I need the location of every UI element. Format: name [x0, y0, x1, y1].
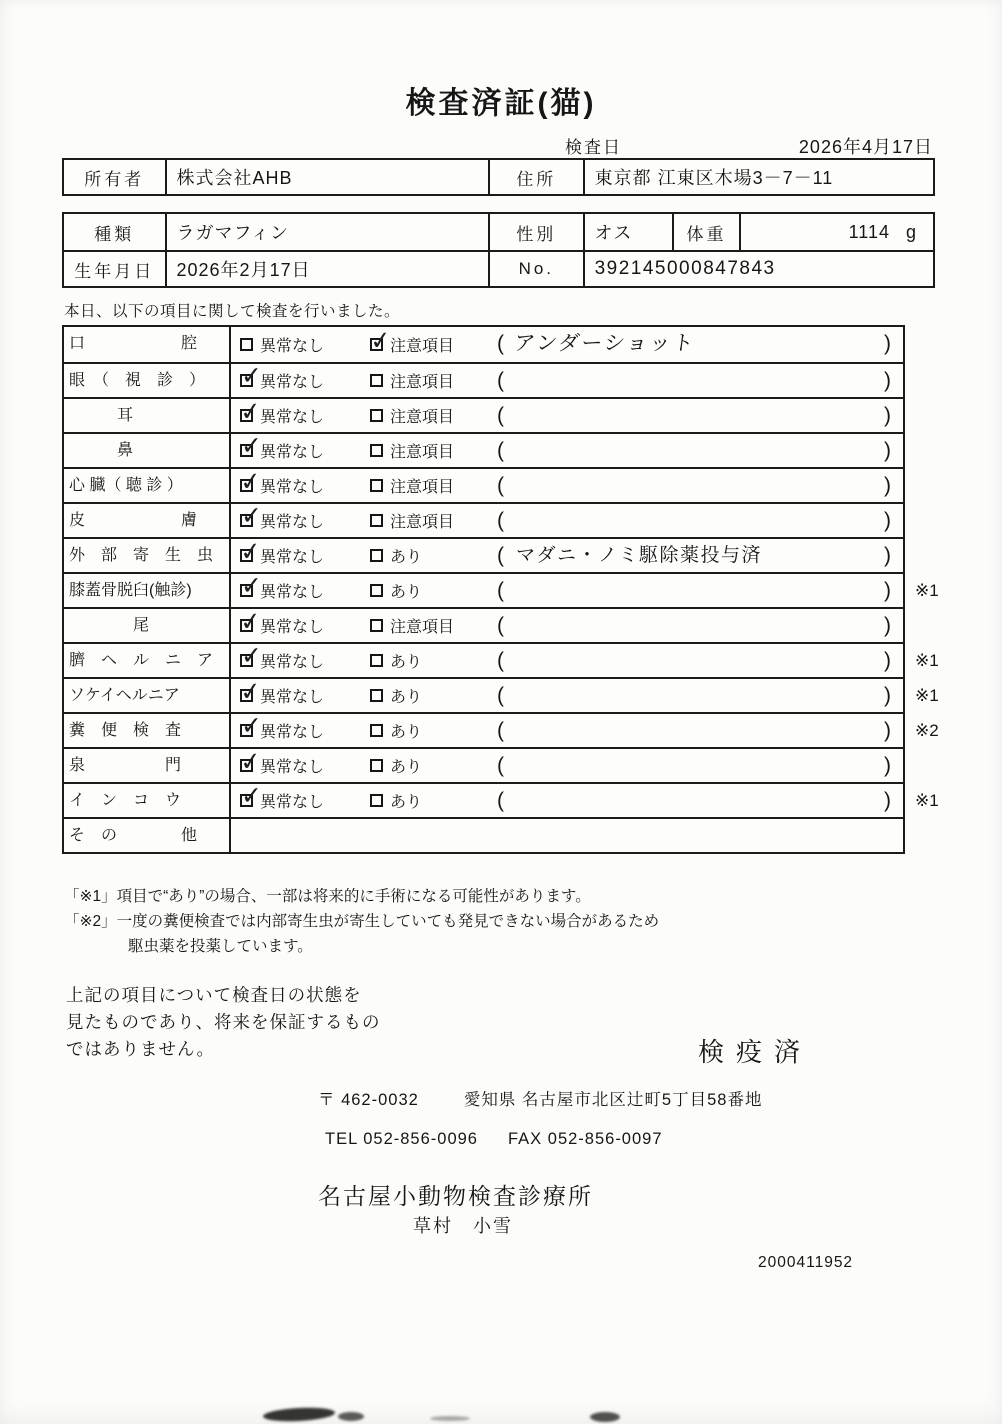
paren-close: ) — [884, 369, 891, 392]
inspection-row-mouth — [64, 324, 903, 362]
item-name: 口 腔 — [64, 327, 231, 362]
checkbox-group-present — [370, 644, 422, 677]
item-name: 眼 （ 視 診 ） — [64, 364, 231, 397]
footnote-2: 「※2」一度の糞便検査では内部寄生虫が寄生していても発見できない場合があるため — [64, 913, 660, 930]
animal-table — [62, 212, 935, 288]
paren-open: ( — [497, 404, 504, 427]
inspection-row-fontanelle — [64, 747, 903, 782]
inspection-row-umbilical-hernia — [64, 640, 939, 677]
checkbox-label: 異常なし — [260, 689, 325, 706]
disclaimer-text — [66, 982, 381, 1063]
document-title: 検査済証(猫) — [405, 87, 597, 120]
paren-open: ( — [497, 544, 504, 567]
paren-close: ) — [884, 509, 891, 532]
clinic-fax: FAX 052-856-0097 — [508, 1130, 663, 1148]
disclaimer-line-3: ではありません。 — [66, 1039, 216, 1059]
checkbox-group-attention — [368, 324, 455, 362]
checkbox-label: 異常なし — [260, 409, 325, 426]
checkbox-group-present — [370, 679, 422, 712]
scan-artifact — [263, 1406, 336, 1423]
inspection-row-fecal-exam — [64, 710, 939, 747]
inspection-date-label: 検査日 — [565, 138, 622, 157]
checkbox-icon — [370, 794, 383, 807]
checkbox-icon — [240, 640, 263, 671]
paren-open: ( — [497, 332, 504, 355]
checkbox-group-present — [370, 784, 422, 817]
address-label: 住所 — [490, 160, 585, 194]
intro-text: 本日、以下の項目に関して検査を行いました。 — [64, 303, 401, 320]
inspection-date-value: 2026年4月17日 — [798, 137, 933, 157]
footnote-2-continued: 駆虫薬を投薬しています。 — [128, 938, 313, 955]
checkbox-icon — [240, 570, 263, 601]
checkmark-icon: ✓ — [368, 324, 393, 357]
inspection-row-ears — [64, 397, 903, 432]
sex-value: オス — [585, 214, 675, 250]
footnote-mark: ※1 — [915, 791, 939, 810]
disclaimer-line-2: 見たものであり、将来を保証するもの — [66, 1012, 381, 1032]
checkbox-group-normal — [240, 570, 325, 607]
paren-open: ( — [497, 614, 504, 637]
inspection-table — [62, 324, 939, 854]
checkmark-icon: ✓ — [238, 395, 263, 428]
owner-table — [62, 158, 935, 196]
checkbox-icon — [238, 605, 263, 638]
paren-open: ( — [497, 719, 504, 742]
checkbox-label: 異常なし — [260, 444, 325, 461]
checkbox-group-present — [370, 539, 422, 572]
scan-artifact — [590, 1412, 620, 1422]
paren-open: ( — [497, 649, 504, 672]
checkbox-label: 異常なし — [260, 724, 325, 741]
checkbox-label: あり — [390, 794, 423, 811]
checkbox-group-normal — [238, 675, 325, 712]
weight-unit: g — [906, 221, 918, 242]
checkbox-group-attention — [370, 399, 454, 432]
checkbox-icon — [240, 338, 253, 351]
footnote-1: 「※1」項目で“あり”の場合、一部は将来的に手術になる可能性があります。 — [64, 888, 591, 905]
no-label: No. — [490, 252, 585, 286]
birthdate-value: 2026年2月17日 — [167, 252, 491, 286]
clinic-contact-row — [325, 1130, 663, 1149]
item-name: 耳 — [64, 399, 231, 432]
checkbox-group-normal — [240, 500, 325, 537]
item-note-handwritten: アンダーショット — [512, 332, 697, 355]
paren-open: ( — [497, 754, 504, 777]
paren-close: ) — [884, 439, 891, 462]
sex-label: 性別 — [490, 214, 585, 250]
checkbox-label: 異常なし — [260, 794, 325, 811]
item-name: 鼻 — [64, 434, 231, 467]
item-name: そ の 他 — [64, 819, 231, 852]
paren-close: ) — [884, 649, 891, 672]
checkmark-icon: ✓ — [240, 570, 263, 601]
checkbox-label: あり — [390, 654, 423, 671]
checkbox-label: 異常なし — [260, 759, 325, 776]
checkbox-group-normal — [240, 710, 325, 747]
weight-value: 1114 — [848, 221, 890, 242]
checkbox-icon — [240, 430, 263, 461]
checkbox-label: 注意項目 — [390, 444, 455, 461]
item-name: イ ン コ ウ — [64, 784, 231, 817]
checkbox-icon — [240, 710, 263, 741]
animal-row-1 — [64, 214, 933, 250]
footnote-mark: ※1 — [915, 581, 939, 600]
checkbox-icon — [370, 479, 383, 492]
checkbox-group-normal — [238, 465, 325, 502]
inspection-row-other — [64, 817, 903, 852]
paren-close: ) — [884, 719, 891, 742]
paren-close: ) — [884, 579, 891, 602]
animal-row-2 — [64, 250, 933, 286]
checkbox-icon — [370, 654, 383, 667]
checkbox-label: 注意項目 — [390, 514, 455, 531]
paren-open: ( — [497, 684, 504, 707]
checkbox-group-present — [370, 749, 422, 782]
checkmark-icon: ✓ — [240, 710, 263, 741]
quarantine-stamp: 検疫済 — [698, 1037, 813, 1067]
breed-value: ラガマフィン — [167, 214, 490, 250]
checkbox-group-attention — [370, 469, 454, 502]
checkbox-group-attention — [370, 434, 454, 467]
inspection-row-skin — [64, 502, 903, 537]
checkbox-icon — [370, 409, 383, 422]
checkbox-icon — [238, 465, 263, 498]
weight-cell — [741, 214, 933, 250]
scan-artifact — [430, 1416, 470, 1421]
checkbox-label: 異常なし — [260, 619, 325, 636]
inspection-row-heart — [64, 467, 903, 502]
inspection-date-row — [565, 133, 933, 159]
clinic-address-row — [318, 1086, 762, 1110]
checkmark-icon: ✓ — [240, 780, 263, 811]
checkbox-label: 注意項目 — [390, 374, 455, 391]
paren-open: ( — [497, 369, 504, 392]
checkbox-icon — [368, 324, 393, 357]
checkbox-icon — [370, 724, 383, 737]
checkmark-icon: ✓ — [238, 675, 263, 708]
inspection-row-nose — [64, 432, 903, 467]
paren-open: ( — [497, 579, 504, 602]
checkbox-label: あり — [390, 584, 423, 601]
footnote-mark: ※2 — [915, 721, 939, 740]
item-name: 臍 ヘ ル ニ ア — [64, 644, 231, 677]
checkbox-label: あり — [390, 549, 423, 566]
checkbox-label: 異常なし — [260, 549, 325, 566]
birthdate-label: 生年月日 — [64, 252, 167, 286]
checkbox-icon — [238, 745, 263, 778]
paren-open: ( — [497, 509, 504, 532]
checkbox-icon — [370, 619, 383, 632]
paren-open: ( — [497, 474, 504, 497]
paren-close: ) — [884, 754, 891, 777]
checkbox-group-attention — [370, 609, 454, 642]
disclaimer-line-1: 上記の項目について検査日の状態を — [66, 985, 362, 1005]
inspection-row-eyes — [64, 362, 903, 397]
checkbox-label: あり — [390, 689, 423, 706]
item-name: 皮 膚 — [64, 504, 231, 537]
checkmark-icon: ✓ — [238, 465, 263, 498]
checkmark-icon: ✓ — [240, 360, 263, 391]
footnotes — [64, 884, 659, 959]
item-name: ソケイヘルニア — [64, 679, 231, 712]
clinic-staff-name: 草村 小雪 — [413, 1216, 513, 1236]
clinic-tel: TEL 052-856-0096 — [325, 1130, 478, 1148]
checkbox-icon — [240, 360, 263, 391]
checkbox-group-attention — [370, 504, 454, 537]
checkbox-group-normal — [238, 395, 325, 432]
checkbox-group-normal — [240, 360, 325, 397]
checkbox-icon — [370, 444, 383, 457]
checkmark-icon: ✓ — [240, 500, 263, 531]
inspection-row-inguinal-hernia — [64, 675, 939, 712]
checkbox-icon — [240, 500, 263, 531]
checkbox-group-present — [370, 574, 422, 607]
checkbox-label: 異常なし — [260, 374, 325, 391]
inspection-row-inkou — [64, 780, 939, 817]
clinic-address: 愛知県 名古屋市北区辻町5丁目58番地 — [463, 1091, 763, 1109]
checkbox-group-normal — [238, 605, 325, 642]
paren-close: ) — [884, 474, 891, 497]
item-name: 膝蓋骨脱臼(触診) — [64, 574, 231, 607]
checkmark-icon: ✓ — [238, 745, 263, 778]
no-value: 392145000847843 — [594, 258, 776, 279]
checkbox-icon — [370, 689, 383, 702]
paren-close: ) — [884, 332, 891, 355]
checkbox-icon — [370, 549, 383, 562]
item-name: 糞 便 検 査 — [64, 714, 231, 747]
paren-close: ) — [884, 614, 891, 637]
paren-close: ) — [884, 544, 891, 567]
checkbox-group-attention — [370, 364, 454, 397]
clinic-postal-code: 〒 462-0032 — [318, 1091, 419, 1109]
checkbox-group-normal — [240, 780, 325, 817]
checkbox-label: 異常なし — [260, 654, 325, 671]
checkbox-icon — [370, 374, 383, 387]
checkmark-icon: ✓ — [240, 430, 263, 461]
checkbox-icon — [238, 675, 263, 708]
inspection-row-tail — [64, 607, 903, 642]
checkbox-label: 異常なし — [260, 584, 325, 601]
checkbox-icon — [238, 395, 263, 428]
address-value: 東京都 江東区木場3－7－11 — [594, 168, 834, 188]
checkbox-icon — [370, 514, 383, 527]
checkbox-group-normal — [238, 745, 325, 782]
checkbox-label: 注意項目 — [390, 619, 455, 636]
item-name: 外 部 寄 生 虫 — [64, 539, 231, 572]
weight-label: 体重 — [674, 214, 741, 250]
checkmark-icon: ✓ — [238, 535, 263, 568]
breed-label: 種類 — [64, 214, 167, 250]
checkbox-group-normal — [240, 430, 325, 467]
checkbox-label: 注意項目 — [390, 479, 455, 496]
item-name: 尾 — [64, 609, 231, 642]
paren-close: ) — [884, 404, 891, 427]
item-note: マダニ・ノミ駆除薬投与済 — [516, 545, 763, 566]
paren-close: ) — [884, 684, 891, 707]
owner-label: 所有者 — [64, 160, 167, 194]
checkbox-label: 異常なし — [260, 338, 325, 355]
paren-open: ( — [497, 789, 504, 812]
checkbox-label: あり — [390, 759, 423, 776]
checkbox-icon — [370, 584, 383, 597]
checkbox-group-present — [370, 714, 422, 747]
checkbox-group-normal — [240, 327, 324, 362]
checkbox-label: 注意項目 — [390, 409, 455, 426]
checkbox-label: 異常なし — [260, 479, 325, 496]
checkbox-label: 異常なし — [260, 514, 325, 531]
checkbox-icon — [240, 780, 263, 811]
inspection-row-patella — [64, 570, 939, 607]
checkbox-icon — [370, 759, 383, 772]
serial-number: 2000411952 — [758, 1254, 854, 1271]
scan-artifact — [338, 1412, 364, 1421]
checkbox-label: あり — [390, 724, 423, 741]
paren-open: ( — [497, 439, 504, 462]
footnote-mark: ※1 — [915, 686, 939, 705]
item-name: 心 臓（ 聴 診 ） — [64, 469, 231, 502]
checkmark-icon: ✓ — [238, 605, 263, 638]
footnote-mark: ※1 — [915, 651, 939, 670]
checkbox-group-normal — [238, 535, 325, 572]
paren-close: ) — [884, 789, 891, 812]
checkmark-icon: ✓ — [240, 640, 263, 671]
item-name: 泉 門 — [64, 749, 231, 782]
checkbox-label: 注意項目 — [390, 338, 455, 355]
checkbox-icon — [238, 535, 263, 568]
owner-value: 株式会社AHB — [167, 160, 491, 194]
clinic-name: 名古屋小動物検査診療所 — [318, 1183, 593, 1209]
inspection-row-external-parasites — [64, 537, 903, 572]
checkbox-group-normal — [240, 640, 325, 677]
